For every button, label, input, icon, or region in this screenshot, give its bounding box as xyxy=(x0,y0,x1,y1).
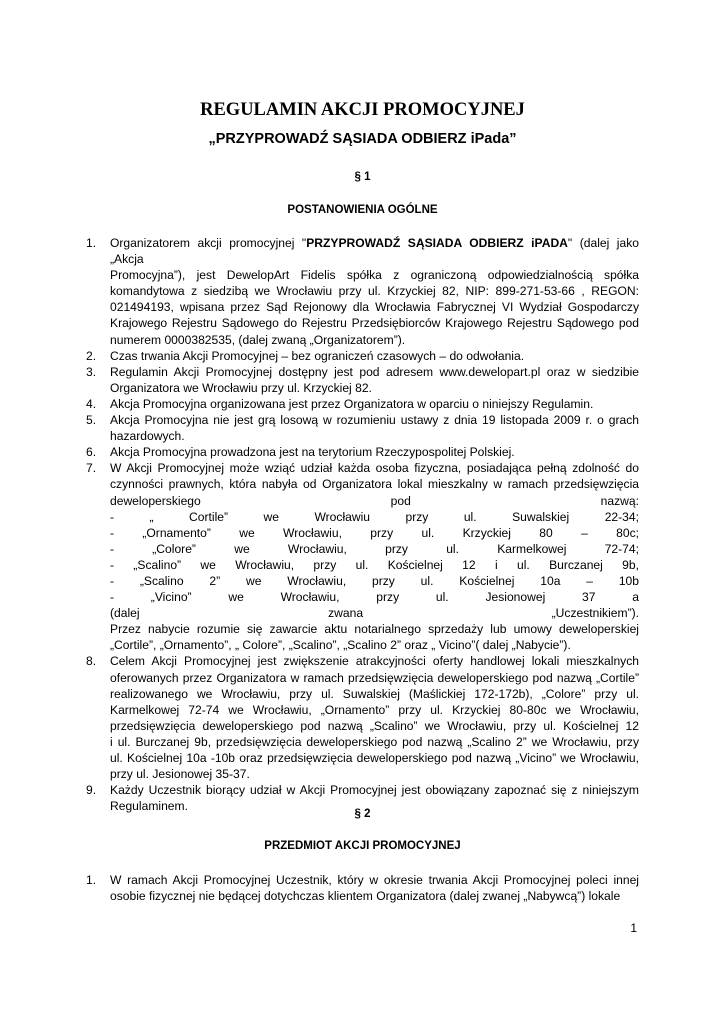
list-number: 1. xyxy=(86,236,97,250)
text-fragment: Regulamin Akcji Promocyjnej dostępny jest pod adresem xyxy=(110,364,440,379)
text-line: Krajowego Rejestru Sądowego do Rejestru Przedsiębiorców Krajowego Rejestru Sądowego pod xyxy=(110,316,639,331)
section1-item-6 xyxy=(86,444,639,460)
text-line: - „Scalino 2” we Wrocławiu, przy ul. Kościelnej 10a – 10b xyxy=(110,573,639,588)
text-line: Akcja Promocyjna organizowana jest przez Organizatora w oparciu o niniejszy Regulamin. xyxy=(110,396,594,411)
text-line: realizowanego we Wrocławiu, przy ul. Suwalskiej (Maślickiej 172-172b), „Colore” przy ul. xyxy=(110,686,639,701)
text-fragment: " (dalej jako „Akcja xyxy=(110,236,639,267)
list-number: 5. xyxy=(86,413,97,428)
text-line: Promocyjna”), jest DewelopArt Fidelis spółka z ograniczoną odpowiedzialnością spółka xyxy=(110,268,639,283)
text-line: 021494193, wpisana przez Sąd Rejonowy dla Wrocławia Fabrycznej VI Wydział Gospodarczy xyxy=(110,300,639,315)
text-line: W Akcji Promocyjnej może wziąć udział każda osoba fizyczna, posiadająca pełną zdolność do xyxy=(110,461,639,476)
text-line: - „Colore” we Wrocławiu, przy ul. Karmelkowej 72-74; xyxy=(110,541,639,556)
section1-item-1 xyxy=(86,235,639,348)
section-2-heading: PRZEDMIOT AKCJI PROMOCYJNEJ xyxy=(264,840,461,852)
list-number: 9. xyxy=(86,783,97,798)
text-line: Regulaminem. xyxy=(110,799,188,814)
text-line xyxy=(110,235,639,267)
text-line: Celem Akcji Promocyjnej jest zwiększenie atrakcyjności oferty handlowej lokali mieszkalnych xyxy=(110,654,639,669)
text-line: (dalej zwana „Uczestnikiem”). xyxy=(110,606,639,621)
promo-name: PRZYPROWADŹ SĄSIADA ODBIERZ iPADA xyxy=(306,236,568,250)
text-line: deweloperskiego pod nazwą: xyxy=(110,493,639,508)
text-line: numerem 0000382535, (dalej zwaną „Organizatorem”). xyxy=(110,332,406,347)
text-line: - „Vicino” we Wrocławiu, przy ul. Jesionowej 37 a xyxy=(110,590,639,605)
document-title: REGULAMIN AKCJI PROMOCYJNEJ xyxy=(200,100,525,120)
section1-item-3 xyxy=(86,364,639,396)
text-line: hazardowych. xyxy=(110,429,185,444)
text-line: przedsięwzięcia deweloperskiego pod nazwą „Scalino” we Wrocławiu, przy ul. Kościelnej 12 xyxy=(110,718,639,733)
text-line: oferowanych przez Organizatora w ramach przedsięwzięcia deweloperskiego pod nazwą „Cortile” xyxy=(110,670,639,685)
text-fragment: Organizatorem akcji promocyjnej " xyxy=(110,236,307,250)
document-subtitle: „PRZYPROWADŹ SĄSIADA ODBIERZ iPada” xyxy=(208,131,517,147)
section-2-sign: § 2 xyxy=(354,808,371,820)
text-line xyxy=(110,364,639,380)
list-number: 7. xyxy=(86,461,97,476)
text-line: czynności prawnych, która nabyła od Organizatora lokal mieszkalny w ramach przedsięwzięcia xyxy=(110,477,639,492)
list-number: 3. xyxy=(86,364,97,379)
website-link[interactable]: www.dewelopart.pl xyxy=(439,364,541,379)
text-line: Czas trwania Akcji Promocyjnej – bez ograniczeń czasowych – do odwołania. xyxy=(110,348,525,363)
page-number: 1 xyxy=(630,921,637,935)
list-number: 2. xyxy=(86,348,97,363)
section-1-list xyxy=(86,235,639,814)
section-1-heading: POSTANOWIENIA OGÓLNE xyxy=(287,204,438,216)
text-line: komandytowa z siedzibą we Wrocławiu przy ul. Krzyckiej 82, NIP: 899-271-53-66 , REGON: xyxy=(110,284,639,299)
section1-item-5 xyxy=(86,412,639,444)
text-line: Akcja Promocyjna prowadzona jest na terytorium Rzeczypospolitej Polskiej. xyxy=(110,445,515,460)
text-line: - „Scalino” we Wrocławiu, przy ul. Kościelnej 12 i ul. Burczanej 9b, xyxy=(110,557,639,572)
text-line: ul. Kościelnej 10a -10b oraz przedsięwzięcia deweloperskiego pod nazwą „Vicino” we Wrocławiu, xyxy=(110,751,639,765)
text-line: - „Ornamento” we Wrocławiu, przy ul. Krzyckiej 80 – 80c; xyxy=(110,525,639,540)
text-line: W ramach Akcji Promocyjnej Uczestnik, który w okresie trwania Akcji Promocyjnej poleci innej xyxy=(110,873,639,887)
text-line: „Cortile”, „Ornamento”, „ Colore”, „Scalino”, „Scalino 2” oraz „ Vicino”( dalej „Nabycie”). xyxy=(110,638,571,653)
list-number: 4. xyxy=(86,396,97,411)
text-line: Przez nabycie rozumie się zawarcie aktu notarialnego sprzedaży lub umowy deweloperskiej xyxy=(110,622,639,637)
section1-item-4 xyxy=(86,396,639,412)
section2-item-1 xyxy=(86,872,639,904)
section1-item-8 xyxy=(86,653,639,782)
text-line: osobie fizycznej nie będącej dotychczas klientem Organizatora (dalej zwanej „Nabywcą”) lokale xyxy=(110,889,621,904)
text-line: przy ul. Jesionowej 35-37. xyxy=(110,767,250,782)
text-line: i ul. Burczanej 9b, przedsięwzięcia deweloperskiego pod nazwą „Scalino 2” we Wrocławiu, przy xyxy=(110,734,639,749)
list-number: 8. xyxy=(86,654,97,669)
list-number: 1. xyxy=(86,873,97,887)
text-fragment: oraz w siedzibie xyxy=(540,364,639,379)
text-line: Organizatora we Wrocławiu przy ul. Krzyckiej 82. xyxy=(110,380,372,395)
text-line: Akcja Promocyjna nie jest grą losową w rozumieniu ustawy z dnia 19 listopada 2009 r. o grach xyxy=(110,413,639,428)
text-line: Karmelkowej 72-74 we Wrocławiu, „Ornamento” przy ul. Krzyckiej 80-80c we Wrocławiu, xyxy=(110,702,639,717)
list-number: 6. xyxy=(86,445,97,460)
text-line: Każdy Uczestnik biorący udział w Akcji Promocyjnej jest obowiązany zapoznać się z niniejszym xyxy=(110,783,639,798)
section1-item-2 xyxy=(86,348,639,364)
section-2-list xyxy=(86,872,639,904)
text-line: - „ Cortile” we Wrocławiu przy ul. Suwalskiej 22-34; xyxy=(110,509,639,524)
section-1-sign: § 1 xyxy=(354,171,371,183)
section1-item-7 xyxy=(86,460,639,653)
